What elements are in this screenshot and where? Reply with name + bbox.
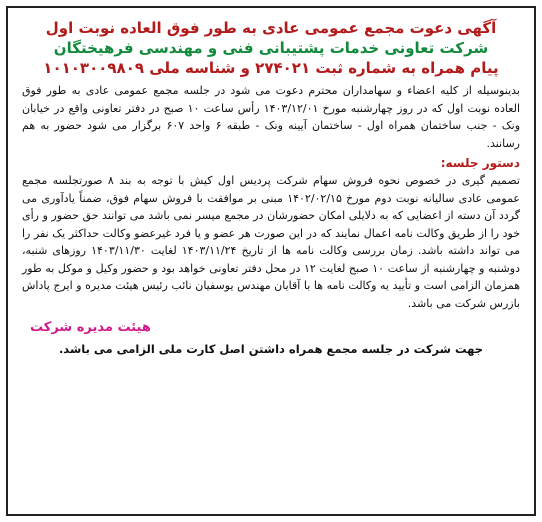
- company-name: شرکت تعاونی خدمات پشتیبانی فنی و مهندسی فرهیختگان: [53, 39, 489, 57]
- notice-title: آگهی دعوت مجمع عمومی عادی به طور فوق العاده نوبت اول: [45, 19, 497, 37]
- agenda-paragraph: تصمیم گیری در خصوص نحوه فروش سهام شرکت پردیس اول کیش با توجه به بند ۸ صورتجلسه مجمع عمومی عادی سالیانه نوبت دوم مورخ ۱۴۰۲/۰۲/۱۵ مبنی بر موافقت با فروش سهام فوق، ضمناً یادآوری می گردد آن دسته از اعضایی که به دلایلی امکان حضورشان در مجمع میسر نمی باشد می توانند حق حضور و رأی خود را از طریق وکالت نامه اعمال نمایند که در این صورت هر عضو و یا فرد غیرعضو وکالت حداکثر یک نفر را می تواند داشته باشد. زمان بررسی وکالت نامه ها از تاریخ ۱۴۰۳/۱۱/۲۴ لغایت ۱۴۰۳/۱۱/۳۰ روزهای شنبه، دوشنبه و چهارشنبه از ساعت ۱۰ صبح لغایت ۱۲ در محل دفتر تعاونی خواهد بود و حضور وکیل و موکل به طور همزمان الزامی است و تأیید یه وکالت نامه ها با آقایان مهندس یوسفیان نائب رئیس هیئت مدیره و ایرج پاداش بازرس شرکت می باشد.: [22, 174, 521, 310]
- notice-frame: [6, 6, 536, 516]
- intro-paragraph: بدینوسیله از کلیه اعضاء و سهامداران محترم دعوت می شود در جلسه مجمع عمومی عادی به طور فوق العاده نوبت اول که در روز چهارشنبه مورخ ۱۴۰۳/۱۲/۰۱ رأس ساعت ۱۰ صبح در دفتر تعاونی واقع در خیابان ونک - جنب ساختمان همراه اول - ساختمان آیینه ونک - طبقه ۶ واحد ۶۰۷ برگزار می شود حضور به هم رسانند.: [22, 84, 521, 150]
- board-signature: هیئت مدیره شرکت: [30, 320, 151, 335]
- footer-note: جهت شرکت در جلسه مجمع همراه داشتن اصل کارت ملی الزامی می باشد.: [58, 342, 484, 356]
- agenda-heading: دستور جلسه:: [440, 156, 520, 170]
- registration-info: پیام همراه به شماره ثبت ۲۷۴۰۲۱ و شناسه ملی ۱۰۱۰۳۰۰۹۸۰۹: [43, 59, 499, 77]
